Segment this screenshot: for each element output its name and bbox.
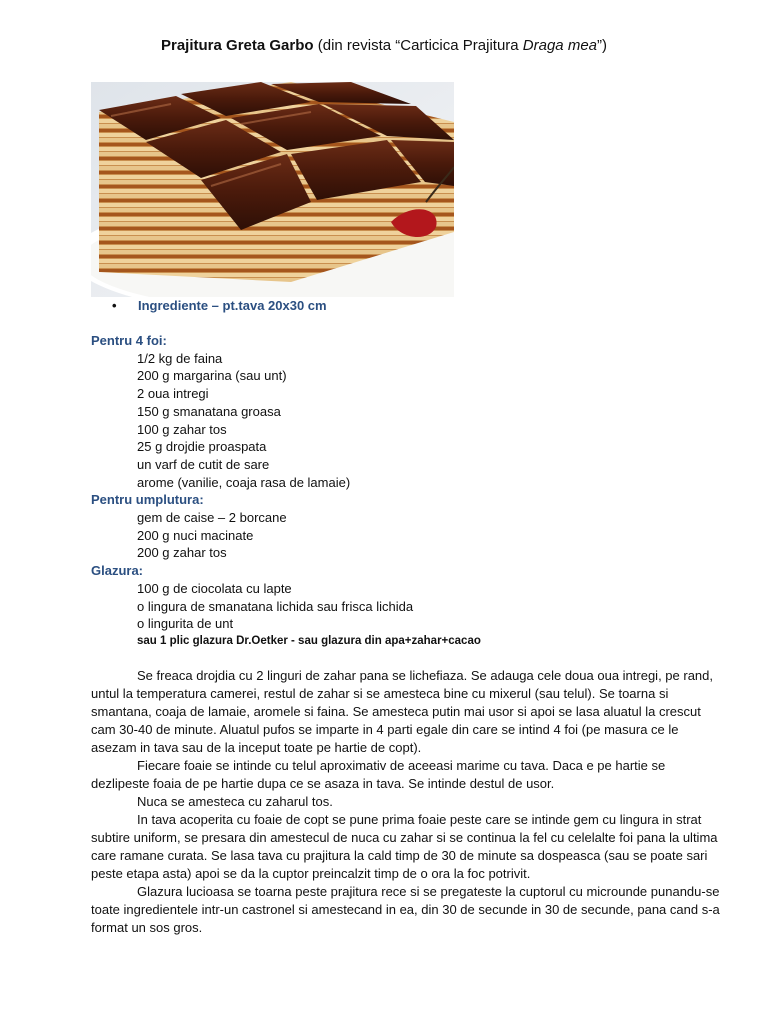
ingredient-item: 1/2 kg de faina xyxy=(137,350,223,366)
title-source-italic: Draga mea xyxy=(522,37,597,54)
cake-image xyxy=(91,82,454,297)
ingredient-item: o lingurita de unt xyxy=(137,616,234,632)
ingredient-item: arome (vanilie, coaja rasa de lamaie) xyxy=(137,474,351,490)
title-name: Prajitura Greta Garbo xyxy=(161,37,314,54)
ingredient-item: 150 g smanatana groasa xyxy=(137,403,281,419)
instruction-paragraph xyxy=(91,811,721,883)
instruction-paragraph xyxy=(91,883,721,937)
paragraph-text: Glazura lucioasa se toarna peste prajitura rece si se pregateste la cuptorul cu microunde punandu-se toate ingredientele intr-un castronel si amestecand in ea, din 30 de secunde in 30 de secunde, pana cand s-a format un sos gros. xyxy=(91,884,720,935)
ingredient-item: 200 g zahar tos xyxy=(137,545,227,561)
recipe-instructions xyxy=(91,667,721,937)
ingredient-item: o lingura de smanatana lichida sau frisca lichida xyxy=(137,598,414,614)
recipe-title xyxy=(0,36,768,56)
ingredient-item: gem de caise – 2 borcane xyxy=(137,510,287,526)
glaze-alternative-note: sau 1 plic glazura Dr.Oetker - sau glazura din apa+zahar+cacao xyxy=(137,634,481,647)
cake-photo xyxy=(91,82,454,297)
ingredients-bullet xyxy=(112,297,327,315)
ingredient-item: 100 g zahar tos xyxy=(137,421,227,437)
paragraph-text: Nuca se amesteca cu zaharul tos. xyxy=(137,794,333,809)
ingredient-item: 200 g nuci macinate xyxy=(137,527,254,543)
title-source-pre: (din revista “Carticica Prajitura xyxy=(313,37,523,54)
paragraph-text: Fiecare foaie se intinde cu telul aproximativ de aceeasi marime cu tava. Daca e pe hartie se dezlipeste foaia de pe hartie dupa ce se asaza in tava. Se intinde destul de usor. xyxy=(91,758,666,791)
ingredients-section-foi xyxy=(91,332,481,651)
section-heading: Pentru umplutura: xyxy=(91,492,204,508)
ingredient-item: 2 oua intregi xyxy=(137,386,209,402)
section-heading: Glazura: xyxy=(91,563,144,579)
paragraph-text: In tava acoperita cu foaie de copt se pune prima foaie peste care se intinde gem cu lingura in strat subtire uniform, se presara din amestecul de nuca cu zahar si se continua la fel cu celelalte foi pana la ultima care ramane curata. Se lasa tava cu prajitura la cald timp de 30 de minute sa dospeasca (sau se poate sari peste etapa asta) apoi se da la cuptor preincalzit timp de o ora la foc potrivit. xyxy=(91,812,718,881)
instruction-paragraph xyxy=(91,667,721,757)
ingredient-item: 100 g de ciocolata cu lapte xyxy=(137,580,292,596)
bullet-icon: • xyxy=(112,298,117,313)
ingredient-item: un varf de cutit de sare xyxy=(137,456,270,472)
section-heading: Pentru 4 foi: xyxy=(91,333,167,348)
title-source-post: ”) xyxy=(597,37,607,54)
ingredients-bullet-text: Ingrediente – pt.tava 20x30 cm xyxy=(138,298,327,313)
ingredient-item: 200 g margarina (sau unt) xyxy=(137,368,287,384)
instruction-paragraph xyxy=(91,793,721,811)
ingredient-item: 25 g drojdie proaspata xyxy=(137,439,267,455)
instruction-paragraph xyxy=(91,757,721,793)
paragraph-text: Se freaca drojdia cu 2 linguri de zahar pana se lichefiaza. Se adauga cele doua oua intregi, pe rand, untul la temperatura camerei, restul de zahar si se amesteca bine cu mixerul (sau telul). Se toarna si smantana, coaja de lamaie, aromele si faina. Se amesteca putin mai usor si apoi se lasa aluatul la crescut cam 30-40 de minute. Aluatul pufos se imparte in 4 parti egale din care se intind 4 foi (pe masura ce le asezam in tava sau de la inceput toate pe hartie de copt). xyxy=(91,668,713,755)
